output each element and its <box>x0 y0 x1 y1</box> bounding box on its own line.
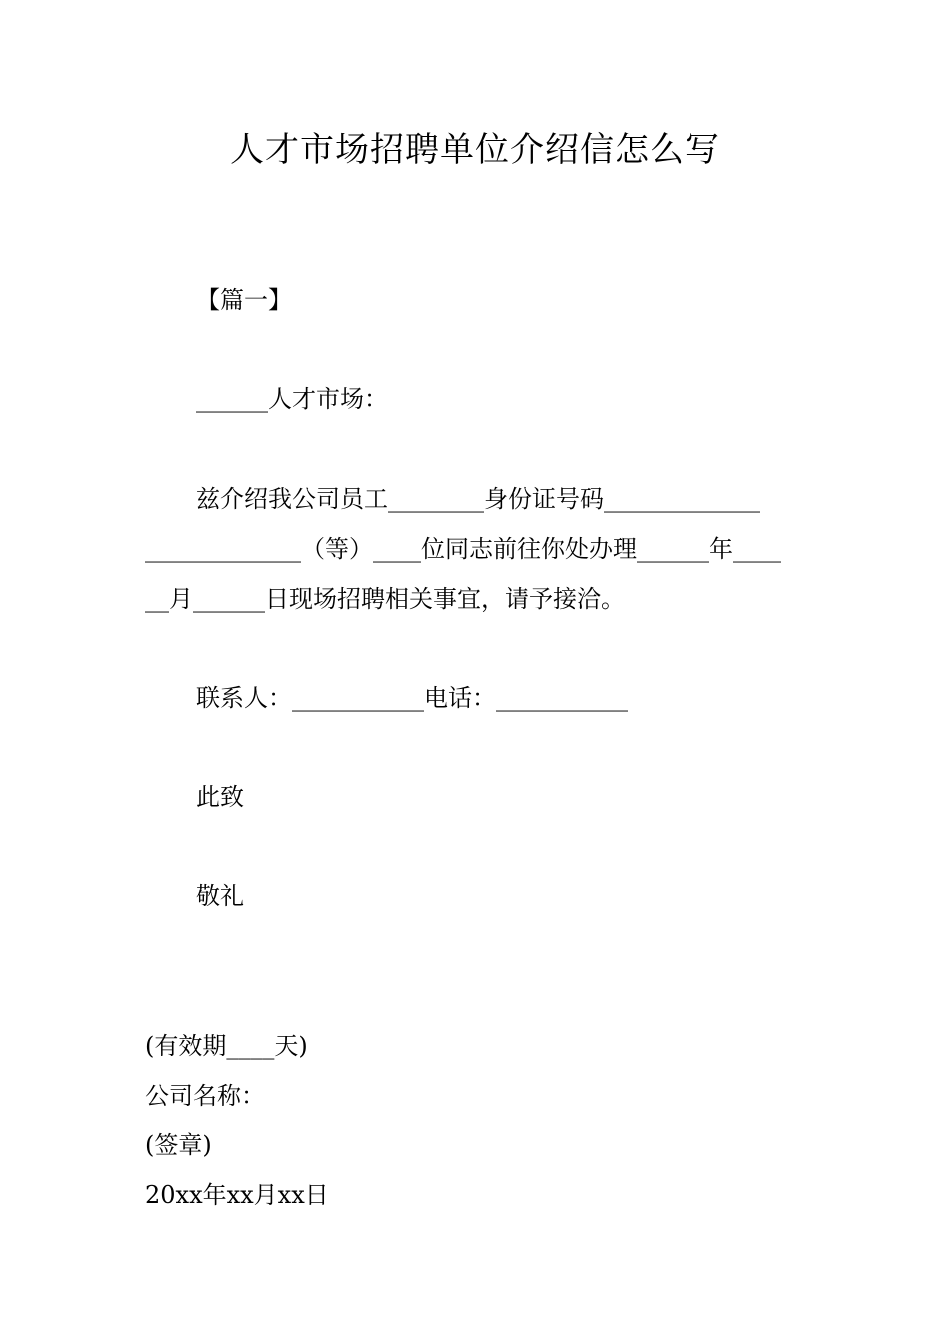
contact-line: 联系人：___________电话：___________ <box>196 684 628 712</box>
body-line-2: _____________（等）____位同志前往你处办理______年____ <box>145 535 781 563</box>
seal-note: (签章) <box>145 1131 212 1159</box>
section-heading: 【篇一】 <box>196 286 292 314</box>
body-line-1: 兹介绍我公司员工________身份证号码_____________ <box>196 485 760 513</box>
body-line-3: __月______日现场招聘相关事宜，请予接洽。 <box>145 585 625 613</box>
validity-note: (有效期____天) <box>145 1032 308 1060</box>
document-title: 人才市场招聘单位介绍信怎么写 <box>230 130 720 170</box>
closing-line-1: 此致 <box>196 783 244 811</box>
date-line: 20xx年xx月xx日 <box>145 1181 329 1209</box>
salutation: ______人才市场： <box>196 385 388 413</box>
company-name-label: 公司名称： <box>145 1082 265 1110</box>
closing-line-2: 敬礼 <box>196 882 244 910</box>
